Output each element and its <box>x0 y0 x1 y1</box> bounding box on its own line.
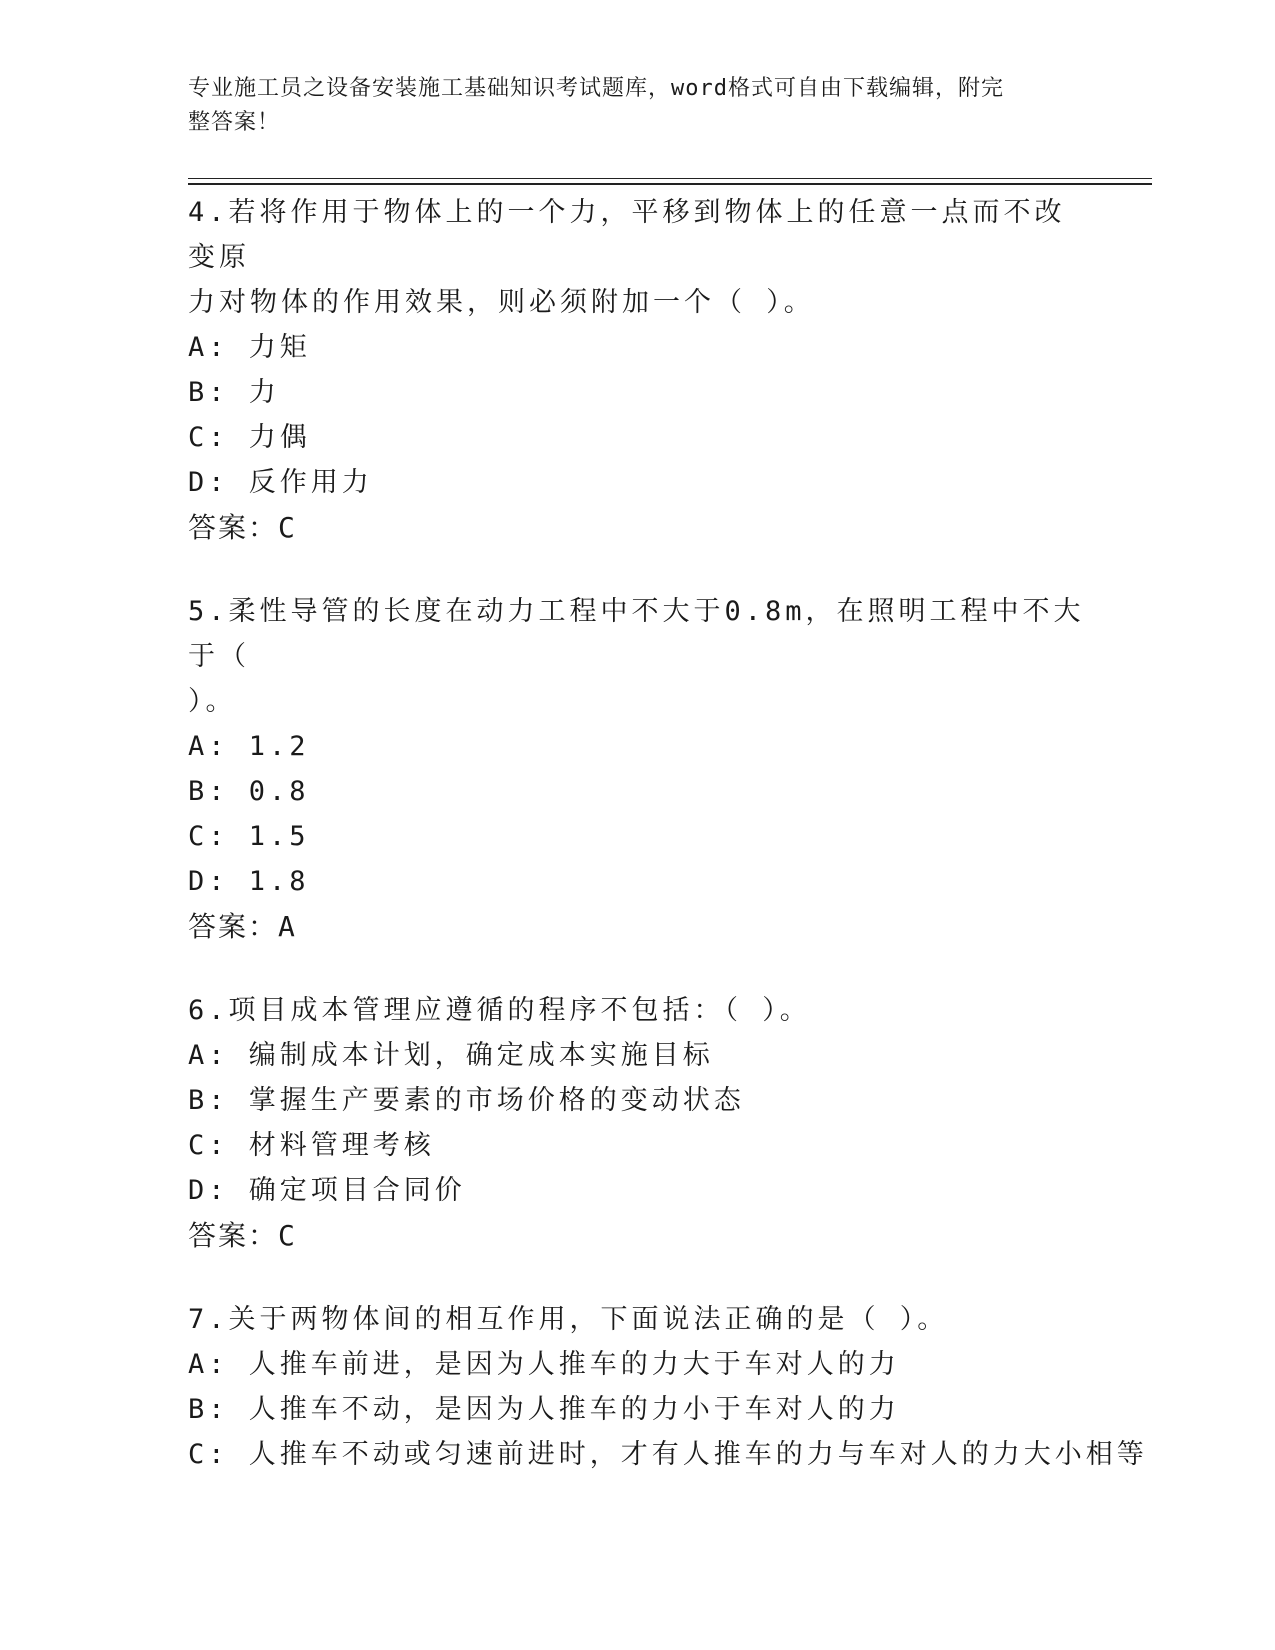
document-header <box>188 72 1068 140</box>
option-text: 力 <box>248 377 280 408</box>
question-list <box>188 190 1148 1516</box>
header-divider-thick <box>188 183 1152 185</box>
option-letter: B: <box>188 377 229 408</box>
option-letter: D: <box>188 866 229 897</box>
option-c <box>188 1123 1088 1168</box>
option-text: 确定项目合同价 <box>248 1175 466 1206</box>
answer-line: 答案：C <box>188 1219 297 1252</box>
option-b <box>188 769 1088 814</box>
option-a <box>188 325 1088 370</box>
option-text: 人推车不动，是因为人推车的力小于车对人的力 <box>248 1394 900 1425</box>
option-text: 1.5 <box>248 821 310 852</box>
option-text: 掌握生产要素的市场价格的变动状态 <box>248 1085 745 1116</box>
header-line-2: 整答案！ <box>188 110 281 135</box>
header-divider-thin <box>188 178 1152 179</box>
option-letter: A: <box>188 1349 229 1380</box>
question-stem-line: 6.项目成本管理应遵循的程序不包括：（ ）。 <box>188 995 811 1026</box>
question-stem-line: 力对物体的作用效果，则必须附加一个（ ）。 <box>188 287 815 318</box>
option-letter: C: <box>188 821 229 852</box>
option-text: 力偶 <box>248 422 311 453</box>
option-letter: C: <box>188 422 229 453</box>
option-text: 人推车前进，是因为人推车的力大于车对人的力 <box>248 1349 900 1380</box>
option-text: 力矩 <box>248 332 311 363</box>
option-text: 编制成本计划，确定成本实施目标 <box>248 1040 714 1071</box>
option-c <box>188 1432 1148 1477</box>
answer-line: 答案：C <box>188 511 297 544</box>
question-stem-line: 5.柔性导管的长度在动力工程中不大于0.8m，在照明工程中不大于（ <box>188 596 1085 672</box>
option-letter: B: <box>188 776 229 807</box>
option-text: 人推车不动或匀速前进时，才有人推车的力与车对人的力大小相等 <box>248 1439 1148 1470</box>
option-a <box>188 1342 1088 1387</box>
option-b <box>188 1387 1088 1432</box>
question-4 <box>188 190 1088 550</box>
option-letter: B: <box>188 1394 229 1425</box>
option-text: 0.8 <box>248 776 310 807</box>
option-b <box>188 370 1088 415</box>
option-b <box>188 1078 1088 1123</box>
question-6 <box>188 988 1088 1258</box>
question-stem-line: 7.关于两物体间的相互作用，下面说法正确的是（ ）。 <box>188 1304 949 1335</box>
question-stem-line: ）。 <box>188 686 237 717</box>
option-d <box>188 859 1088 904</box>
option-text: 材料管理考核 <box>248 1130 435 1161</box>
option-text: 1.2 <box>248 731 310 762</box>
option-d <box>188 1168 1088 1213</box>
option-c <box>188 415 1088 460</box>
option-text: 1.8 <box>248 866 310 897</box>
option-letter: D: <box>188 467 229 498</box>
question-stem-line: 4.若将作用于物体上的一个力，平移到物体上的任意一点而不改变原 <box>188 197 1066 273</box>
answer-line: 答案：A <box>188 910 297 943</box>
option-a <box>188 724 1088 769</box>
option-a <box>188 1033 1088 1078</box>
question-7 <box>188 1297 1148 1477</box>
option-letter: A: <box>188 1040 229 1071</box>
option-letter: A: <box>188 731 229 762</box>
option-text: 反作用力 <box>248 467 373 498</box>
option-letter: D: <box>188 1175 229 1206</box>
option-letter: A: <box>188 332 229 363</box>
option-c <box>188 814 1088 859</box>
header-line-1: 专业施工员之设备安装施工基础知识考试题库，word格式可自由下载编辑，附完 <box>188 76 1004 101</box>
option-d <box>188 460 1088 505</box>
question-5 <box>188 589 1088 949</box>
option-letter: C: <box>188 1130 229 1161</box>
option-letter: C: <box>188 1439 229 1470</box>
option-letter: B: <box>188 1085 229 1116</box>
